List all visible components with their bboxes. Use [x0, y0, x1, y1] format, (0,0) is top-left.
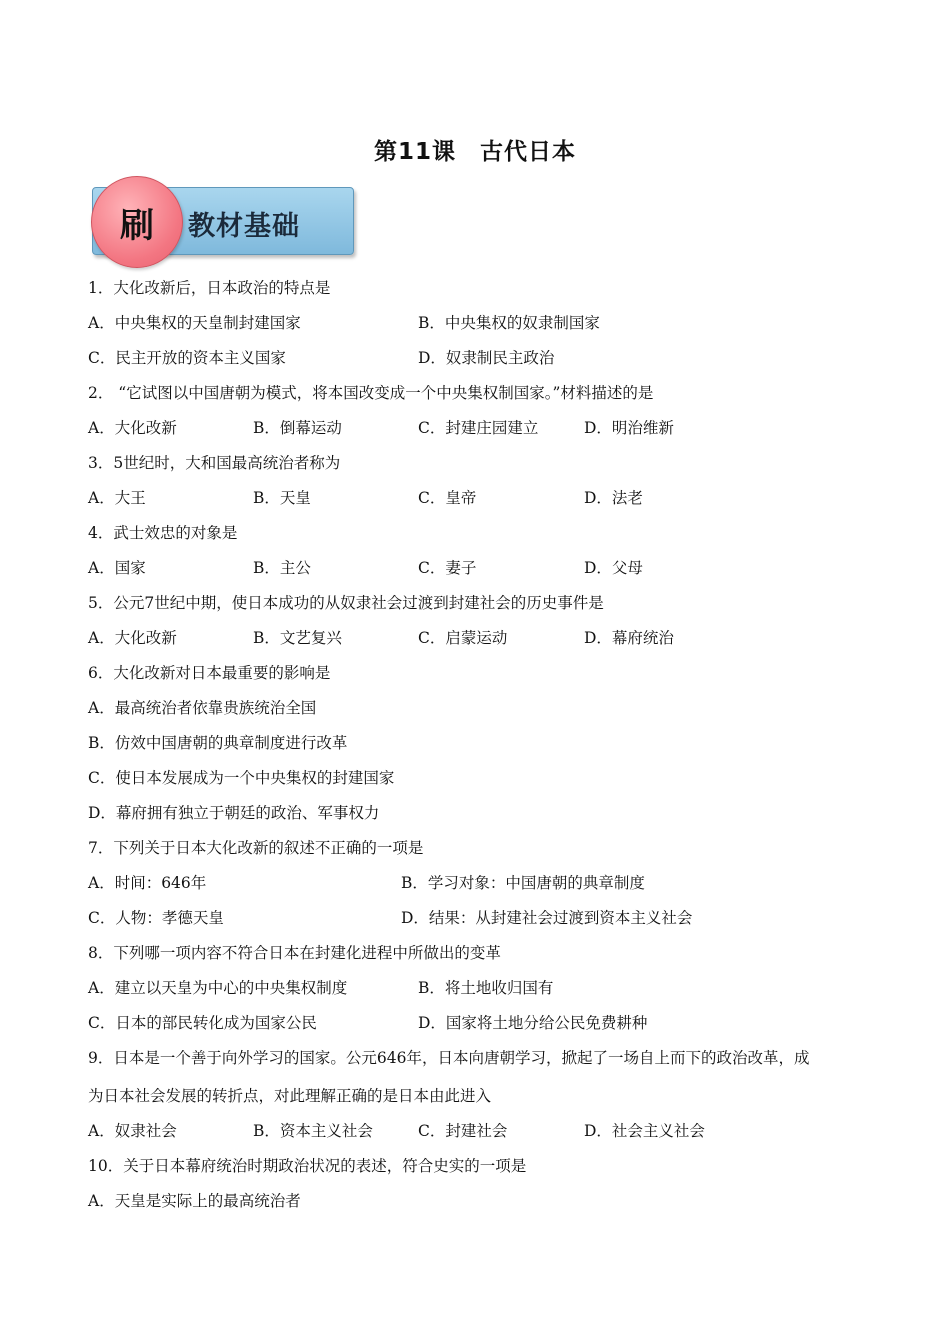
question-5-option-d[interactable]: D．幕府统治 [584, 629, 674, 647]
banner-text: 教材基础 [188, 211, 300, 242]
question-4-option-c[interactable]: C．妻子 [418, 559, 477, 577]
question-1-option-b[interactable]: B．中央集权的奴隶制国家 [418, 314, 600, 332]
question-9-option-c[interactable]: C．封建社会 [418, 1122, 508, 1140]
question-2-option-c[interactable]: C．封建庄园建立 [418, 419, 539, 437]
question-6-option-b[interactable]: B．仿效中国唐朝的典章制度进行改革 [88, 734, 348, 752]
question-9-stem-line-1: 9．日本是一个善于向外学习的国家。公元646年，日本向唐朝学习，掀起了一场自上而下的政治改革，成 [88, 1049, 810, 1067]
question-2-option-a[interactable]: A．大化改新 [88, 419, 177, 437]
page-title: 第11课 古代日本 [373, 139, 576, 165]
question-1-option-a[interactable]: A．中央集权的天皇制封建国家 [88, 314, 301, 332]
question-6-stem: 6．大化改新对日本最重要的影响是 [88, 664, 331, 682]
question-7-option-a[interactable]: A．时间：646年 [88, 874, 207, 892]
question-4-option-a[interactable]: A．国家 [88, 559, 146, 577]
question-9-option-b[interactable]: B．资本主义社会 [253, 1122, 373, 1140]
question-4-option-b[interactable]: B．主公 [253, 559, 311, 577]
question-9-stem-line-2: 为日本社会发展的转折点，对此理解正确的是日本由此进入 [88, 1087, 492, 1105]
question-5-stem: 5．公元7世纪中期，使日本成功的从奴隶社会过渡到封建社会的历史事件是 [88, 594, 604, 612]
question-9-option-a[interactable]: A．奴隶社会 [88, 1122, 177, 1140]
question-8-option-d[interactable]: D．国家将土地分给公民免费耕种 [418, 1014, 648, 1032]
question-6-option-a[interactable]: A．最高统治者依靠贵族统治全国 [88, 699, 317, 717]
question-7-option-b[interactable]: B．学习对象：中国唐朝的典章制度 [401, 874, 645, 892]
question-6-option-c[interactable]: C．使日本发展成为一个中央集权的封建国家 [88, 769, 395, 787]
question-7-option-d[interactable]: D．结果：从封建社会过渡到资本主义社会 [401, 909, 693, 927]
question-10-option-a[interactable]: A．天皇是实际上的最高统治者 [88, 1192, 301, 1210]
question-8-stem: 8．下列哪一项内容不符合日本在封建化进程中所做出的变革 [88, 944, 501, 962]
section-banner [88, 176, 356, 262]
question-3-stem: 3．5世纪时，大和国最高统治者称为 [88, 454, 341, 472]
question-8-option-c[interactable]: C．日本的部民转化成为国家公民 [88, 1014, 317, 1032]
question-4-stem: 4．武士效忠的对象是 [88, 524, 238, 542]
question-3-option-b[interactable]: B．天皇 [253, 489, 311, 507]
question-1-option-d[interactable]: D．奴隶制民主政治 [418, 349, 555, 367]
question-5-option-b[interactable]: B．文艺复兴 [253, 629, 342, 647]
question-7-stem: 7．下列关于日本大化改新的叙述不正确的一项是 [88, 839, 424, 857]
question-10-stem: 10．关于日本幕府统治时期政治状况的表述，符合史实的一项是 [88, 1157, 527, 1175]
question-8-option-b[interactable]: B．将土地收归国有 [418, 979, 554, 997]
question-9-option-d[interactable]: D．社会主义社会 [584, 1122, 705, 1140]
banner-char: 刷 [120, 206, 154, 246]
question-2-option-d[interactable]: D．明治维新 [584, 419, 674, 437]
banner-circle [91, 176, 183, 268]
question-7-option-c[interactable]: C．人物：孝德天皇 [88, 909, 224, 927]
question-3-option-c[interactable]: C．皇帝 [418, 489, 477, 507]
question-1-stem: 1．大化改新后，日本政治的特点是 [88, 279, 331, 297]
question-8-option-a[interactable]: A．建立以天皇为中心的中央集权制度 [88, 979, 348, 997]
question-5-option-a[interactable]: A．大化改新 [88, 629, 177, 647]
question-3-option-a[interactable]: A．大王 [88, 489, 146, 507]
question-2-option-b[interactable]: B．倒幕运动 [253, 419, 342, 437]
question-4-option-d[interactable]: D．父母 [584, 559, 643, 577]
question-1-option-c[interactable]: C．民主开放的资本主义国家 [88, 349, 286, 367]
question-6-option-d[interactable]: D．幕府拥有独立于朝廷的政治、军事权力 [88, 804, 380, 822]
question-3-option-d[interactable]: D．法老 [584, 489, 643, 507]
question-2-stem: 2． “它试图以中国唐朝为模式，将本国改变成一个中央集权制国家。”材料描述的是 [88, 384, 654, 402]
question-5-option-c[interactable]: C．启蒙运动 [418, 629, 508, 647]
